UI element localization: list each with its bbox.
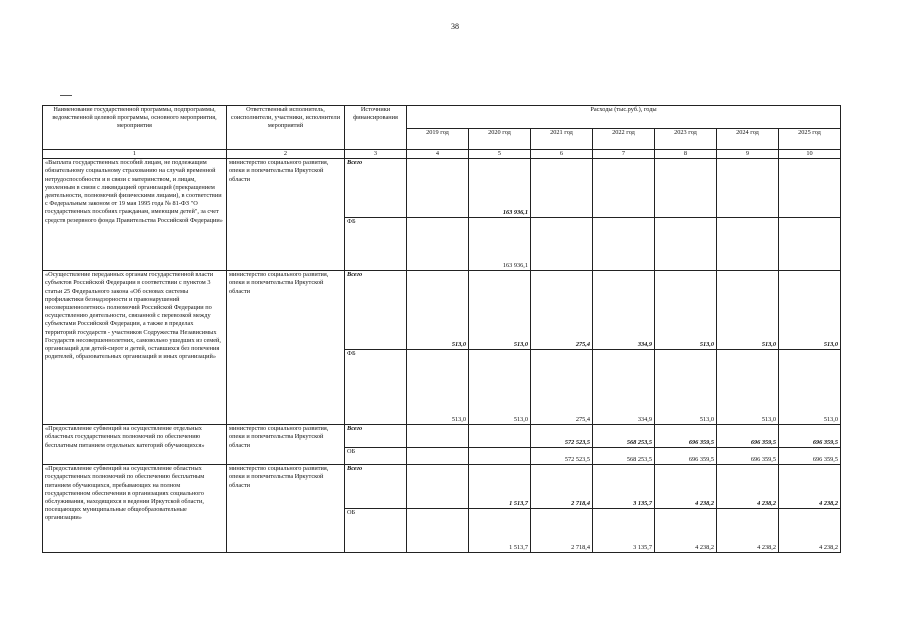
amount-total <box>407 465 469 509</box>
header-year: 2024 год <box>717 129 779 150</box>
amount-total: 334,9 <box>593 271 655 350</box>
amount-total <box>531 159 593 218</box>
header-mark <box>60 95 72 96</box>
responsible-executor: министерство социального развития, опеки и попечительства Иркутской области <box>227 159 345 271</box>
source-label: ОБ <box>345 509 407 553</box>
amount-source: 696 359,5 <box>717 448 779 465</box>
program-name: «Осуществление переданных органам государственной власти субъектов Российской Федерации в соответствии с пунктом 3 статьи 25 Федерального закона «Об основах системы профилактики безнадзорности и правонарушений несовершеннолетних» полномочий Российской Федерации по осуществлению деятельности, связанной с перевозкой между субъектами Российской Федерации, а также в пределах территорий государств - участников Содружества Независимых Государств несовершеннолетних, самовольно ушедших из семей, организаций для детей-сирот и детей, оставшихся без попечения родителей, образовательных организаций и иных организаций» <box>43 271 227 425</box>
amount-total: 1 513,7 <box>469 465 531 509</box>
amount-source <box>655 218 717 271</box>
amount-total: 2 718,4 <box>531 465 593 509</box>
amount-total: 513,0 <box>717 271 779 350</box>
header-year: 2025 год <box>779 129 841 150</box>
column-number: 2 <box>227 150 345 159</box>
column-number: 5 <box>469 150 531 159</box>
column-number: 8 <box>655 150 717 159</box>
amount-total: 696 359,5 <box>655 425 717 448</box>
amount-total: 275,4 <box>531 271 593 350</box>
amount-source <box>593 218 655 271</box>
source-label: ОБ <box>345 448 407 465</box>
amount-source: 334,9 <box>593 350 655 425</box>
amount-source: 572 523,5 <box>531 448 593 465</box>
amount-source: 275,4 <box>531 350 593 425</box>
amount-total <box>593 159 655 218</box>
amount-source: 163 936,1 <box>469 218 531 271</box>
column-number: 9 <box>717 150 779 159</box>
program-name: «Выплата государственных пособий лицам, не подлежащим обязательному социальному страхованию на случай временной нетрудоспособности и в связи с материнством, и лицам, уволенным в связи с ликвидацией организаций (прекращением деятельности, полномочий физическими лицами), в соответствии с Федеральным законом от 19 мая 1995 года № 81-ФЗ "О государственных пособиях гражданам, имеющим детей", за счет средств резервного фонда Правительства Российской Федерации» <box>43 159 227 271</box>
source-label: ФБ <box>345 350 407 425</box>
amount-total: 513,0 <box>655 271 717 350</box>
column-number: 4 <box>407 150 469 159</box>
amount-source: 4 238,2 <box>655 509 717 553</box>
column-number: 6 <box>531 150 593 159</box>
column-number: 3 <box>345 150 407 159</box>
amount-source: 2 718,4 <box>531 509 593 553</box>
amount-total: 163 936,1 <box>469 159 531 218</box>
amount-source: 3 135,7 <box>593 509 655 553</box>
source-label: Всего <box>345 465 407 509</box>
amount-source <box>531 218 593 271</box>
amount-source: 568 253,5 <box>593 448 655 465</box>
source-label: Всего <box>345 271 407 350</box>
header-responsible: Ответственный исполнитель, соисполнители, участники, исполнители мероприятий <box>227 106 345 150</box>
column-number: 10 <box>779 150 841 159</box>
amount-source: 696 359,5 <box>779 448 841 465</box>
amount-source <box>407 509 469 553</box>
amount-total: 513,0 <box>407 271 469 350</box>
amount-source <box>779 218 841 271</box>
header-year: 2021 год <box>531 129 593 150</box>
amount-source: 513,0 <box>407 350 469 425</box>
responsible-executor: министерство социального развития, опеки и попечительства Иркутской области <box>227 271 345 425</box>
amount-total: 3 135,7 <box>593 465 655 509</box>
source-label: ФБ <box>345 218 407 271</box>
amount-total: 4 238,2 <box>655 465 717 509</box>
amount-total: 696 359,5 <box>717 425 779 448</box>
header-year: 2020 год <box>469 129 531 150</box>
header-expenses: Расходы (тыс.руб.), годы <box>407 106 841 129</box>
amount-total <box>469 425 531 448</box>
source-label: Всего <box>345 159 407 218</box>
page-number: 38 <box>451 22 459 31</box>
header-name: Наименование государственной программы, подпрограммы, ведомственной целевой программы, основного мероприятия, мероприятия <box>43 106 227 150</box>
amount-source: 4 238,2 <box>717 509 779 553</box>
amount-total <box>779 159 841 218</box>
amount-total: 568 253,5 <box>593 425 655 448</box>
amount-total: 513,0 <box>469 271 531 350</box>
amount-total: 4 238,2 <box>779 465 841 509</box>
amount-source: 4 238,2 <box>779 509 841 553</box>
amount-total: 4 238,2 <box>717 465 779 509</box>
responsible-executor: министерство социального развития, опеки и попечительства Иркутской области <box>227 465 345 553</box>
program-name: «Предоставление субвенций на осуществление отдельных областных государственных полномочий по обеспечению бесплатным питанием отдельных категорий обучающихся» <box>43 425 227 465</box>
header-year: 2023 год <box>655 129 717 150</box>
amount-total: 572 523,5 <box>531 425 593 448</box>
amount-source <box>407 448 469 465</box>
amount-total <box>655 159 717 218</box>
amount-total <box>717 159 779 218</box>
amount-source: 513,0 <box>655 350 717 425</box>
header-year: 2022 год <box>593 129 655 150</box>
program-name: «Предоставление субвенций на осуществление областных государственных полномочий по обеспечению бесплатным питанием обучающихся, пребывающих на полном государственном обеспечении в организациях социального обслуживания, находящихся в ведении Иркутской области, посещающих муниципальные общеобразовательные организации» <box>43 465 227 553</box>
responsible-executor: министерство социального развития, опеки и попечительства Иркутской области <box>227 425 345 465</box>
amount-source: 513,0 <box>779 350 841 425</box>
amount-source: 696 359,5 <box>655 448 717 465</box>
amount-source <box>717 218 779 271</box>
amount-source: 1 513,7 <box>469 509 531 553</box>
source-label: Всего <box>345 425 407 448</box>
header-sources: Источники финансирования <box>345 106 407 150</box>
expenses-table <box>42 105 841 553</box>
amount-source: 513,0 <box>469 350 531 425</box>
amount-source: 513,0 <box>717 350 779 425</box>
amount-source <box>407 218 469 271</box>
amount-total: 696 359,5 <box>779 425 841 448</box>
amount-total <box>407 159 469 218</box>
column-number: 7 <box>593 150 655 159</box>
amount-source <box>469 448 531 465</box>
header-year: 2019 год <box>407 129 469 150</box>
amount-total: 513,0 <box>779 271 841 350</box>
column-number: 1 <box>43 150 227 159</box>
amount-total <box>407 425 469 448</box>
